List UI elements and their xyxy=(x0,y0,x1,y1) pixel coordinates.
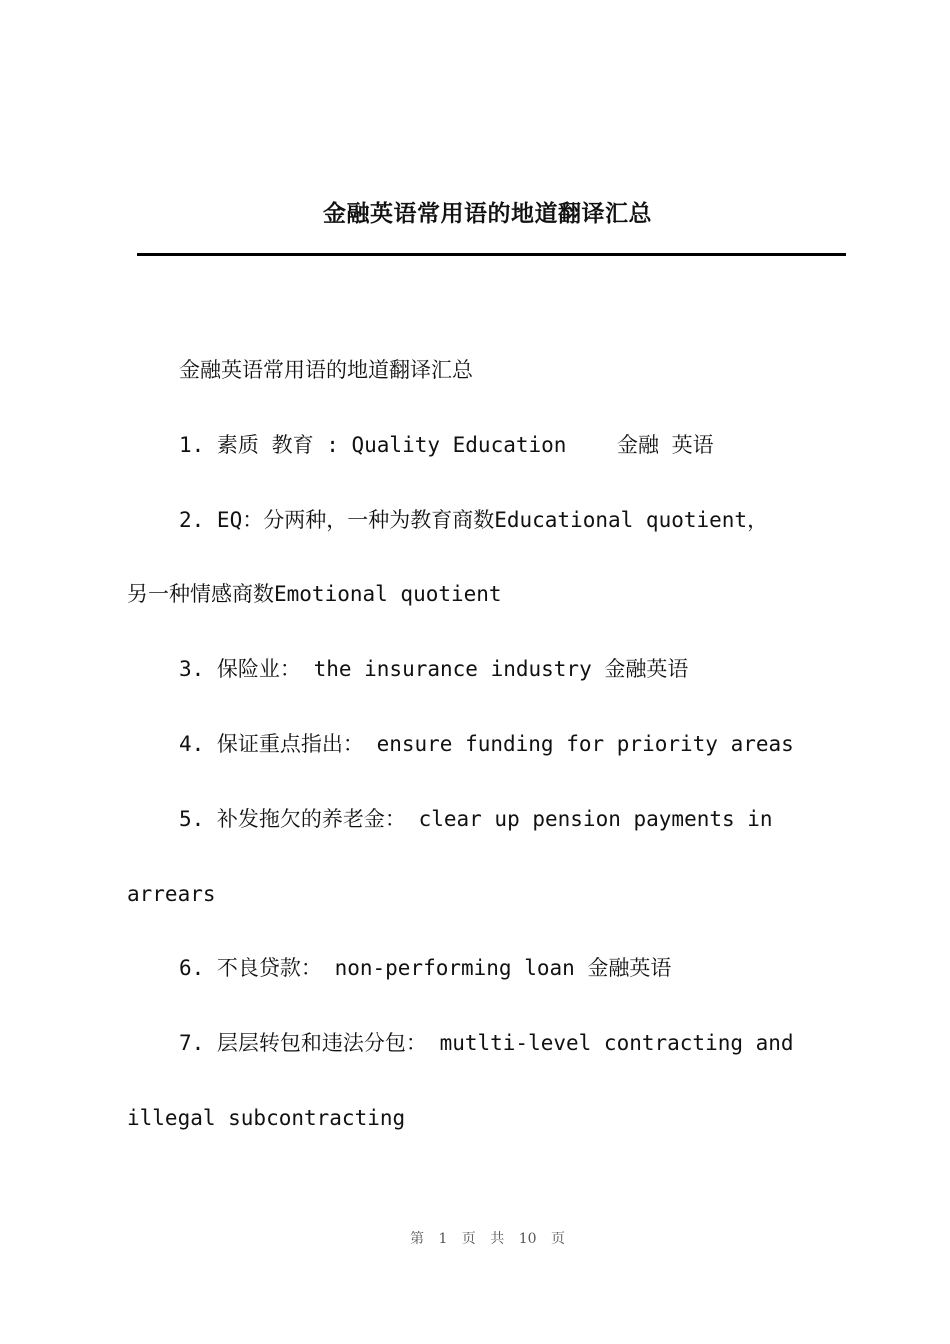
body-line-item-1: 1. 素质 教育 : Quality Education 金融 英语 xyxy=(179,432,714,457)
body-line-item-7-cont: illegal subcontracting xyxy=(127,1105,406,1130)
document-title: 金融英语常用语的地道翻译汇总 xyxy=(323,201,652,227)
body-line-item-2-cont: 另一种情感商数Emotional quotient xyxy=(127,582,502,607)
body-line-item-2: 2. EQ：分两种，一种为教育商数Educational quotient， xyxy=(179,507,769,532)
body-line-item-4: 4. 保证重点指出： ensure funding for priority areas xyxy=(179,731,794,756)
body-line-item-3: 3. 保险业： the insurance industry 金融英语 xyxy=(179,657,689,682)
body-line-item-5-cont: arrears xyxy=(127,881,216,906)
body-line-intro: 金融英语常用语的地道翻译汇总 xyxy=(179,358,473,382)
document-body xyxy=(127,350,850,1173)
body-line-item-7: 7. 层层转包和违法分包： mutlti-level contracting and xyxy=(179,1031,794,1056)
title-divider xyxy=(137,253,846,256)
body-line-item-6: 6. 不良贷款： non-performing loan 金融英语 xyxy=(179,956,672,981)
body-line-item-5: 5. 补发拖欠的养老金： clear up pension payments in xyxy=(179,806,773,831)
page-number-footer: 第 1 页 共 10 页 xyxy=(410,1231,565,1247)
